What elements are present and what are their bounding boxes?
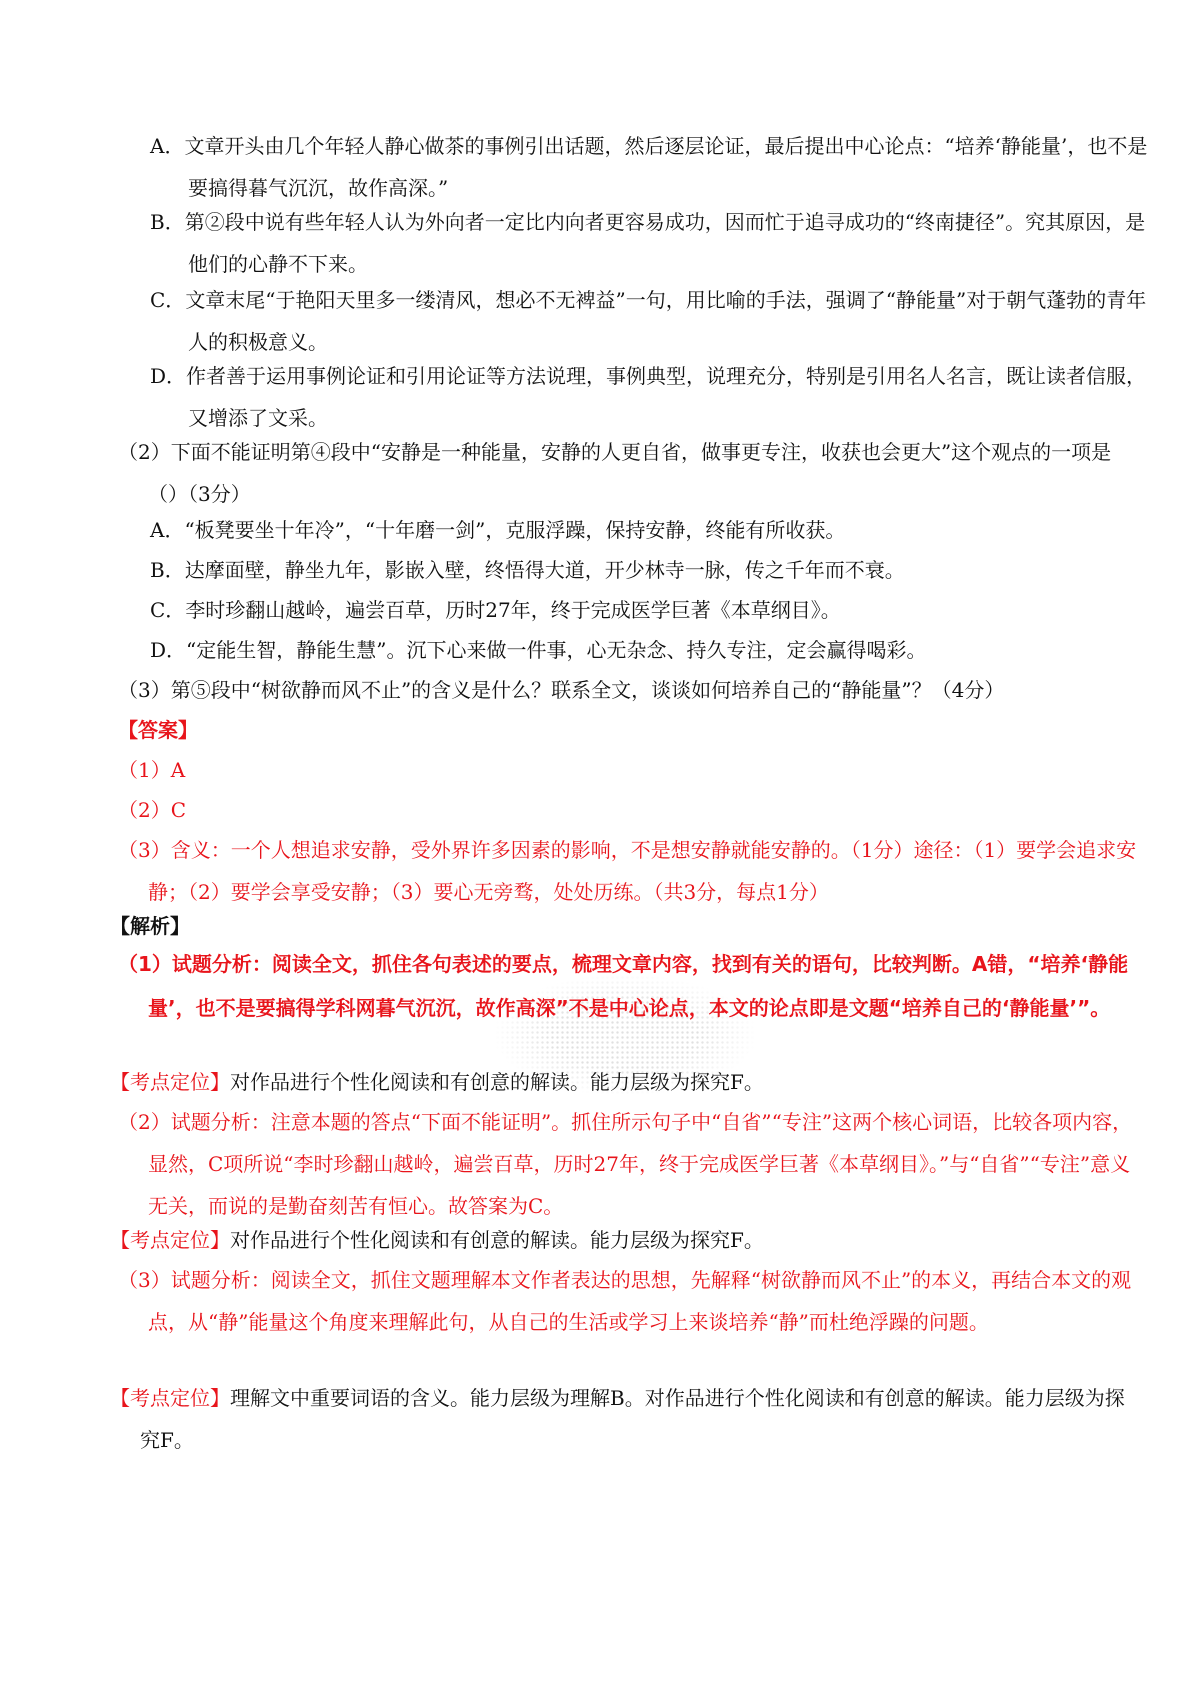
option-label: D．	[150, 364, 187, 388]
option-text: 文章末尾“于艳阳天里多一缕清风，想必不无裨益”一句，用比喻的手法，强调了“静能量”对于朝气蓬勃的青年人的积极意义。	[185, 288, 1147, 354]
answer-3: （3）含义：一个人想追求安静，受外界许多因素的影响，不是想安静就能安静的。（1分）途径：（1）要学会追求安静；（2）要学会享受安静；（3）要心无旁骛，处处历练。（共3分，每点1分）	[118, 838, 1137, 904]
question-text: 第⑤段中“树欲静而风不止”的含义是什么？联系全文，谈谈如何培养自己的“静能量”？（4分）	[170, 678, 1005, 702]
question-label: （2）	[118, 440, 171, 464]
knowledge-text: 对作品进行个性化阅读和有创意的解读。能力层级为探究F。	[230, 1070, 764, 1094]
q2-option-d	[150, 629, 1148, 671]
option-label: A．	[150, 134, 185, 158]
knowledge-point-1	[110, 1061, 1110, 1103]
option-text: “板凳要坐十年冷”，“十年磨一剑”，克服浮躁，保持安静，终能有所收获。	[184, 518, 846, 542]
option-text: 文章开头由几个年轻人静心做茶的事例引出话题，然后逐层论证，最后提出中心论点：“培养‘静能量’，也不是要搞得暮气沉沉，故作高深。”	[184, 134, 1148, 200]
analysis-heading: 【解析】	[110, 914, 190, 938]
q2-option-c	[150, 589, 1148, 631]
question-3	[118, 669, 1140, 711]
analysis-1: （1）试题分析：阅读全文，抓住各句表述的要点，梳理文章内容，找到有关的语句，比较判断。A错，“培养‘静能量’，也不是要搞得学科网暮气沉沉，故作高深”不是中心论点，本文的论点即是文题“培养自己的‘静能量’”。	[118, 952, 1129, 1020]
answer-1: （1）A	[118, 758, 186, 782]
option-text: 李时珍翻山越岭，遍尝百草，历时27年，终于完成医学巨著《本草纲目》。	[185, 598, 841, 622]
knowledge-tag: 【考点定位】	[110, 1386, 230, 1410]
option-text: 达摩面壁，静坐九年，影嵌入壁，终悟得大道，开少林寺一脉，传之千年而不衰。	[184, 558, 905, 582]
option-text: 第②段中说有些年轻人认为外向者一定比内向者更容易成功，因而忙于追寻成功的“终南捷径”。究其原因，是他们的心静不下来。	[184, 210, 1146, 276]
option-label: C．	[150, 598, 186, 622]
knowledge-tag: 【考点定位】	[110, 1228, 230, 1252]
q1-option-d	[150, 355, 1148, 439]
answer-heading: 【答案】	[118, 718, 198, 742]
question-text: 下面不能证明第④段中“安静是一种能量，安静的人更自省，做事更专注，收获也会更大”这个观点的一项是（）（3分）	[148, 440, 1112, 506]
option-label: B．	[150, 558, 185, 582]
knowledge-point-2	[110, 1219, 1110, 1261]
knowledge-text: 对作品进行个性化阅读和有创意的解读。能力层级为探究F。	[230, 1228, 764, 1252]
option-label: D．	[150, 638, 187, 662]
knowledge-tag: 【考点定位】	[110, 1070, 230, 1094]
question-label: （3）	[118, 678, 171, 702]
q1-option-c	[150, 279, 1148, 363]
option-text: 作者善于运用事例论证和引用论证等方法说理，事例典型，说理充分，特别是引用名人名言，既让读者信服，又增添了文采。	[186, 364, 1147, 430]
q2-option-a	[150, 509, 1148, 551]
analysis-2: （2）试题分析：注意本题的答点“下面不能证明”。抓住所示句子中“自省”“专注”这两个核心词语，比较各项内容，显然，C项所说“李时珍翻山越岭，遍尝百草，历时27年，终于完成医学巨著《本草纲目》。”与“自省”“专注”意义无关，而说的是勤奋刻苦有恒心。故答案为C。	[118, 1110, 1133, 1218]
q1-option-b	[150, 201, 1148, 285]
question-2	[118, 431, 1140, 515]
q1-option-a	[150, 125, 1148, 209]
option-label: C．	[150, 288, 186, 312]
option-text: “定能生智，静能生慧”。沉下心来做一件事，心无杂念、持久专注，定会赢得喝彩。	[186, 638, 927, 662]
option-label: A．	[150, 518, 185, 542]
analysis-3: （3）试题分析：阅读全文，抓住文题理解本文作者表达的思想，先解释“树欲静而风不止”的本义，再结合本文的观点，从“静”能量这个角度来理解此句，从自己的生活或学习上来谈培养“静”而杜绝浮躁的问题。	[118, 1268, 1132, 1334]
knowledge-point-3	[110, 1377, 1140, 1461]
q2-option-b	[150, 549, 1148, 591]
knowledge-text: 理解文中重要词语的含义。能力层级为理解B。对作品进行个性化阅读和有创意的解读。能力层级为探究F。	[140, 1386, 1125, 1452]
answer-2: （2）C	[118, 798, 187, 822]
option-label: B．	[150, 210, 185, 234]
